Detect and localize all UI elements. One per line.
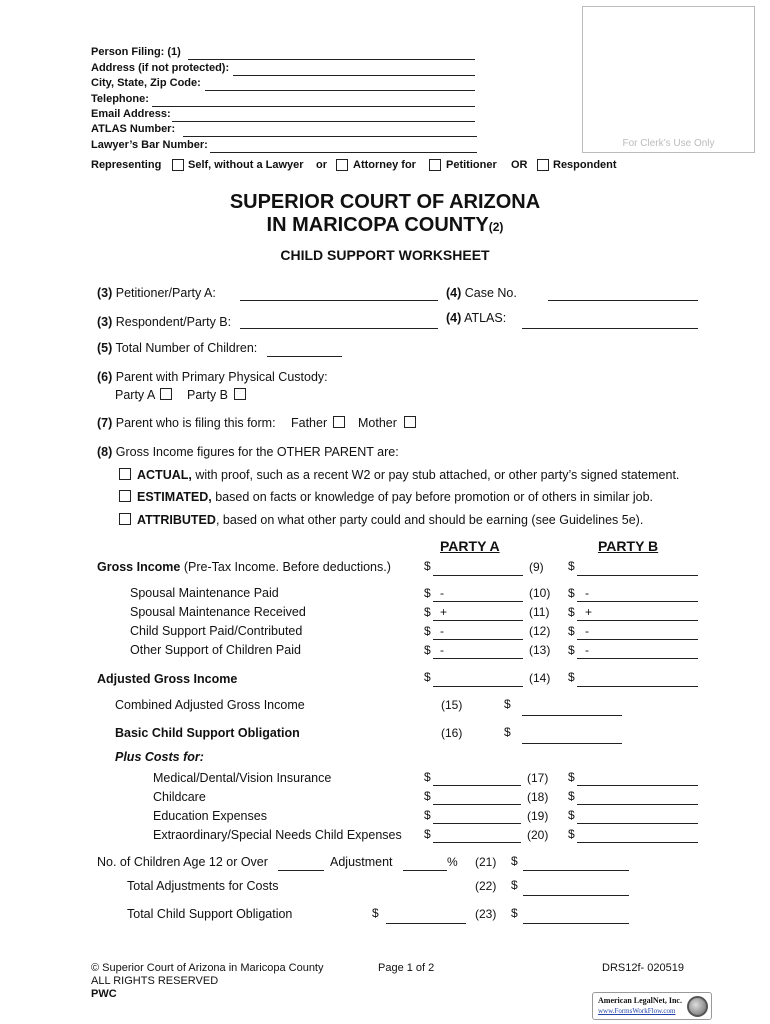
atlas-field[interactable] (522, 313, 698, 329)
child-support-b-sign: - (585, 624, 589, 638)
spousal-paid-a-sign: - (440, 586, 444, 600)
custody-party-b-checkbox[interactable] (234, 388, 246, 400)
party-a-header: PARTY A (440, 538, 500, 554)
adjusted-gross-b-field[interactable] (577, 671, 698, 687)
attorney-checkbox[interactable] (336, 159, 348, 171)
spousal-paid-b-dollar: $ (568, 586, 575, 600)
spousal-paid-label: Spousal Maintenance Paid (130, 586, 279, 600)
extraordinary-b-dollar: $ (568, 827, 575, 841)
logo-name: American LegalNet, Inc. (598, 996, 682, 1005)
line-19-number: (19) (527, 809, 549, 823)
respondent-party-field[interactable] (240, 313, 438, 329)
total-obligation-a-field[interactable] (386, 908, 466, 924)
custody-label: (6) Parent with Primary Physical Custody: (97, 370, 328, 384)
person-filing-label: Person Filing: (1) (91, 46, 181, 58)
case-no-label: (4) Case No. (446, 286, 517, 300)
children-12-label: No. of Children Age 12 or Over (97, 855, 268, 869)
childcare-label: Childcare (153, 790, 206, 804)
county-title-text: IN MARICOPA COUNTY (266, 214, 489, 236)
other-support-a-dollar: $ (424, 643, 431, 657)
court-title: SUPERIOR COURT OF ARIZONA (229, 191, 541, 213)
adjustment-amount-field[interactable] (523, 855, 629, 871)
line-18-number: (18) (527, 790, 549, 804)
respondent-label: Respondent (553, 159, 617, 171)
extraordinary-a-field[interactable] (433, 827, 521, 843)
other-support-b-sign: - (585, 643, 589, 657)
spousal-received-label: Spousal Maintenance Received (130, 605, 306, 619)
clerk-use-label: For Clerk’s Use Only (622, 138, 715, 149)
estimated-checkbox[interactable] (119, 490, 131, 502)
line-12-number: (12) (529, 624, 551, 638)
total-children-field[interactable] (267, 341, 342, 357)
other-support-label: Other Support of Children Paid (130, 643, 301, 657)
party-b-header: PARTY B (598, 538, 659, 554)
self-label: Self, without a Lawyer (188, 159, 304, 171)
line-15-number: (15) (441, 698, 463, 712)
childcare-a-field[interactable] (433, 789, 521, 805)
education-label: Education Expenses (153, 809, 267, 823)
estimated-label: ESTIMATED, based on facts or knowledge of pay before promotion or of others in similar job. (137, 490, 653, 504)
basic-dollar: $ (504, 725, 511, 739)
education-b-field[interactable] (577, 808, 698, 824)
gross-b-dollar: $ (568, 559, 575, 573)
attributed-label: ATTRIBUTED, based on what other party could and should be earning (see Guidelines 5e). (137, 513, 644, 527)
extraordinary-a-dollar: $ (424, 827, 431, 841)
spousal-paid-b-sign: - (585, 586, 589, 600)
petitioner-label: Petitioner (446, 159, 497, 171)
atlas-number-field[interactable] (183, 121, 477, 137)
spousal-paid-b-field[interactable] (577, 586, 698, 602)
adjusted-a-dollar: $ (424, 670, 431, 684)
total-obligation-dollar: $ (511, 906, 518, 920)
line-17-number: (17) (527, 771, 549, 785)
petitioner-checkbox[interactable] (429, 159, 441, 171)
total-adjustments-field[interactable] (523, 880, 629, 896)
child-support-paid-a-field[interactable] (433, 624, 523, 640)
email-field[interactable] (172, 106, 475, 122)
address-field[interactable] (233, 60, 475, 76)
medical-a-field[interactable] (433, 770, 521, 786)
gross-a-dollar: $ (424, 559, 431, 573)
other-support-b-dollar: $ (568, 643, 575, 657)
child-support-paid-b-field[interactable] (577, 624, 698, 640)
medical-b-dollar: $ (568, 770, 575, 784)
childcare-a-dollar: $ (424, 789, 431, 803)
bar-number-field[interactable] (210, 137, 477, 153)
spousal-received-a-sign: + (440, 605, 448, 619)
education-a-dollar: $ (424, 808, 431, 822)
gross-income-a-field[interactable] (433, 560, 523, 576)
worksheet-title: CHILD SUPPORT WORKSHEET (280, 247, 490, 263)
city-label: City, State, Zip Code: (91, 77, 201, 89)
childcare-b-dollar: $ (568, 789, 575, 803)
case-no-field[interactable] (548, 285, 698, 301)
medical-b-field[interactable] (577, 770, 698, 786)
adjustment-percent-field[interactable] (403, 855, 447, 871)
county-title-ref: (2) (488, 220, 504, 234)
filing-parent-label: (7) Parent who is filing this form: (97, 416, 276, 430)
spousal-paid-a-field[interactable] (433, 586, 523, 602)
respondent-party-label: (3) Respondent/Party B: (97, 315, 232, 329)
line-20-number: (20) (527, 828, 549, 842)
total-obligation-label: Total Child Support Obligation (127, 907, 293, 921)
child-support-a-dollar: $ (424, 624, 431, 638)
other-support-b-field[interactable] (577, 643, 698, 659)
line-21-number: (21) (475, 855, 497, 869)
other-support-a-sign: - (440, 643, 444, 657)
extraordinary-label: Extraordinary/Special Needs Child Expenses (153, 828, 402, 842)
total-adjustments-dollar: $ (511, 878, 518, 892)
copyright-text: © Superior Court of Arizona in Maricopa County (91, 962, 324, 974)
atlas-label: (4) ATLAS: (446, 311, 507, 325)
attorney-label: Attorney for (353, 159, 416, 171)
child-support-a-sign: - (440, 624, 444, 638)
petitioner-party-label: (3) Petitioner/Party A: (97, 286, 216, 300)
spousal-received-a-dollar: $ (424, 605, 431, 619)
atlas-number-label: ATLAS Number: (91, 123, 176, 135)
total-obligation-field[interactable] (523, 908, 629, 924)
clerk-use-box (582, 6, 755, 153)
custody-party-a-label: Party A (115, 388, 156, 402)
medical-label: Medical/Dental/Vision Insurance (153, 771, 332, 785)
total-children-label: (5) Total Number of Children: (97, 341, 258, 355)
mother-checkbox[interactable] (404, 416, 416, 428)
legalnet-logo (592, 992, 712, 1020)
adjusted-gross-a-field[interactable] (433, 671, 523, 687)
adjusted-gross-label: Adjusted Gross Income (97, 672, 238, 686)
education-b-dollar: $ (568, 808, 575, 822)
total-adjustments-label: Total Adjustments for Costs (127, 879, 279, 893)
self-checkbox[interactable] (172, 159, 184, 171)
representing-label: Representing (91, 159, 162, 171)
bar-number-label: Lawyer’s Bar Number: (91, 139, 208, 151)
county-title (0, 214, 770, 237)
respondent-checkbox[interactable] (537, 159, 549, 171)
spousal-paid-a-dollar: $ (424, 586, 431, 600)
line-11-number: (11) (529, 605, 550, 619)
city-field[interactable] (205, 75, 475, 91)
line-9-number: (9) (529, 560, 544, 574)
form-code: DRS12f- 020519 (602, 962, 684, 974)
address-label: Address (if not protected): (91, 62, 230, 74)
email-label: Email Address: (91, 108, 171, 120)
rights-text: ALL RIGHTS RESERVED (91, 975, 219, 987)
total-obligation-a-dollar: $ (372, 906, 379, 920)
basic-obligation-field[interactable] (522, 728, 622, 744)
globe-icon (687, 996, 708, 1017)
plus-costs-label: Plus Costs for: (115, 750, 204, 764)
line-10-number: (10) (529, 586, 551, 600)
gross-income-b-field[interactable] (577, 560, 698, 576)
spousal-received-b-sign: + (585, 605, 593, 619)
childcare-b-field[interactable] (577, 789, 698, 805)
telephone-label: Telephone: (91, 93, 149, 105)
adjusted-b-dollar: $ (568, 670, 575, 684)
combined-adjusted-field[interactable] (522, 700, 622, 716)
actual-label: ACTUAL, with proof, such as a recent W2 or pay stub attached, or other party’s signed statement. (137, 468, 680, 482)
actual-checkbox[interactable] (119, 468, 131, 480)
basic-obligation-label: Basic Child Support Obligation (115, 726, 300, 740)
mother-label: Mother (358, 416, 397, 430)
line-22-number: (22) (475, 879, 497, 893)
adjustment-label: Adjustment (330, 855, 393, 869)
father-checkbox[interactable] (333, 416, 345, 428)
line-13-number: (13) (529, 643, 551, 657)
combined-dollar: $ (504, 697, 511, 711)
children-12-field[interactable] (278, 855, 324, 871)
income-figures-label: (8) Gross Income figures for the OTHER PARENT are: (97, 445, 399, 459)
adjustment-dollar: $ (511, 854, 518, 868)
combined-adjusted-label: Combined Adjusted Gross Income (115, 698, 305, 712)
attributed-checkbox[interactable] (119, 513, 131, 525)
line-14-number: (14) (529, 671, 551, 685)
spousal-received-b-dollar: $ (568, 605, 575, 619)
child-support-paid-label: Child Support Paid/Contributed (130, 624, 303, 638)
petitioner-party-field[interactable] (240, 285, 438, 301)
person-filing-field[interactable] (188, 44, 475, 60)
custody-party-b-label: Party B (187, 388, 228, 402)
spousal-received-a-field[interactable] (433, 605, 523, 621)
logo-url[interactable]: www.FormsWorkFlow.com (598, 1007, 676, 1015)
extraordinary-b-field[interactable] (577, 827, 698, 843)
or-label: or (316, 159, 327, 171)
pwc-text: PWC (91, 988, 117, 1000)
line-23-number: (23) (475, 907, 497, 921)
line-16-number: (16) (441, 726, 463, 740)
medical-a-dollar: $ (424, 770, 431, 784)
percent-sign: % (447, 855, 458, 869)
or-upper-label: OR (511, 159, 528, 171)
other-support-a-field[interactable] (433, 643, 523, 659)
father-label: Father (291, 416, 328, 430)
custody-party-a-checkbox[interactable] (160, 388, 172, 400)
telephone-field[interactable] (152, 91, 475, 107)
spousal-received-b-field[interactable] (577, 605, 698, 621)
child-support-b-dollar: $ (568, 624, 575, 638)
gross-income-label: Gross Income (Pre-Tax Income. Before deductions.) (97, 560, 391, 574)
page-number: Page 1 of 2 (378, 962, 435, 974)
education-a-field[interactable] (433, 808, 521, 824)
